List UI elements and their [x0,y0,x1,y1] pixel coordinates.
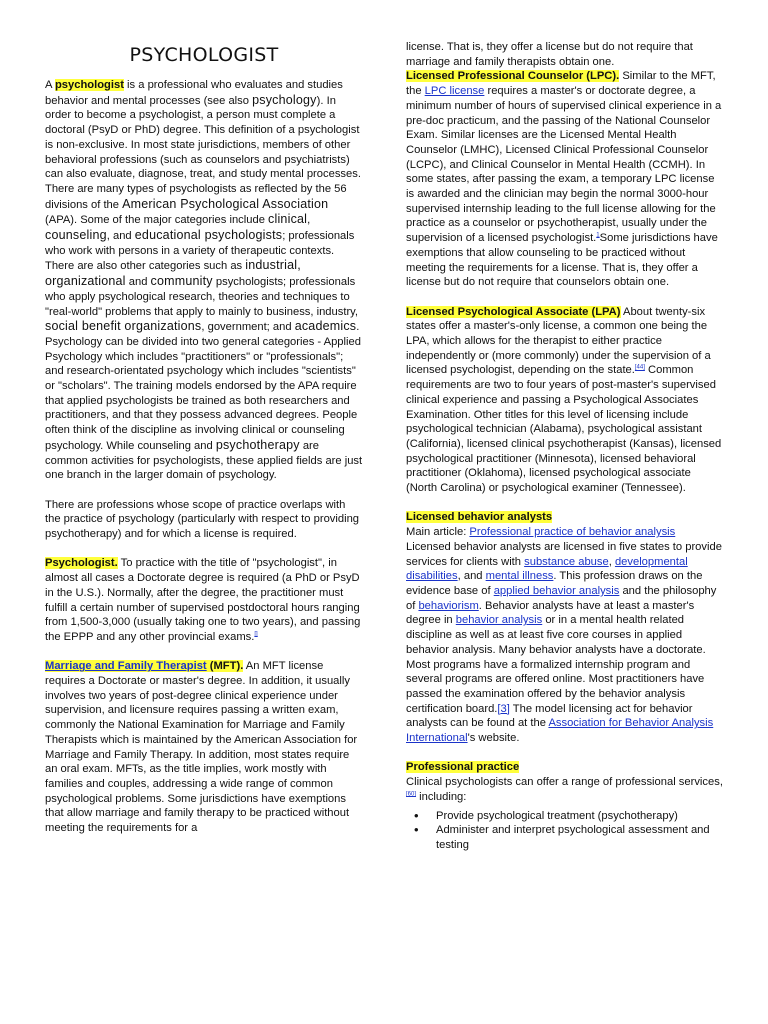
page-title: PSYCHOLOGIST [129,44,279,66]
text: Clinical psychologists can offer a range of professional services, [406,776,723,789]
citation-link[interactable]: [3] [497,702,510,715]
text: , government; and [201,321,295,334]
text: Main article: [406,526,470,539]
lpc-label: Licensed Professional Counselor (LPC). [406,70,620,83]
text: , and [106,230,135,243]
text: and [125,276,151,289]
overlap-paragraph: There are professions whose scope of practice overlaps with the practice of psychology (particularly with respect to providing psychotherapy) and for which a license is required. [45,498,360,541]
text: are common activities for psychologists, these applied fields are just one branch in the larger domain of psychology. [45,439,363,482]
apa-term: American Psychological Association [122,196,329,211]
mental-illness-link[interactable]: mental illness [485,570,554,583]
industrial-term: industrial, organizational [45,258,301,289]
mft-paragraph [45,659,363,835]
behavior-analysis-link[interactable]: behavior analysis [455,614,543,627]
citation-link[interactable]: [44] [634,364,645,371]
text: and the philosophy of [406,584,717,612]
psychotherapy-term: psychotherapy [215,437,300,452]
text: A [45,79,55,91]
text: An MFT license requires a Doctorate or master's degree. In addition, it usually involves two years of post-degree clinical experience under supervision, and licensure requires passing a written exam, commonly the National Examination for Marriage and Family Therapists which is maintained by the American Association for Marriage and Family Therapy. In addition, most states require an oral exam. MFTs, as the title implies, work mostly with families and couples, addressing a wide range of common psychological problems. Some jurisdictions have exemptions that allow marriage and family therapy to be practiced without meeting the requirements for a [45,660,358,835]
clinical-term: clinical [268,212,308,227]
lpa-label: Licensed Psychological Associate (LPA) [406,305,621,318]
text: 's website. [467,732,520,745]
text: is a professional who evaluates and studies behavior and mental processes (see also [45,79,343,107]
psychologist-paragraph [45,556,363,644]
mft-link[interactable]: Marriage and Family Therapist [45,660,207,673]
social-term: social benefit organizations [45,319,202,334]
applied-behavior-analysis-link[interactable]: applied behavior analysis [493,584,620,597]
counseling-term: counseling [45,228,107,243]
text: ; professionals who work with persons in a variety of therapeutic contexts. There are also other categories such as [45,230,355,273]
citation-link[interactable]: [60] [406,791,417,798]
substance-abuse-link[interactable]: substance abuse [524,555,609,568]
citation-link[interactable]: 1 [596,232,600,239]
community-term: community [150,274,213,289]
services-list [406,809,724,853]
text: ). In order to become a psychologist, a person must complete a doctoral (PsyD or PhD) degree. This definition of a psychologist is non-exclusive. In most state jurisdictions, members of other behavioral professions (such as counselors and psychiatrists) can also evaluate, diagnose, treat, and study mental processes. There are many types of psychologists as reflected by the 56 divisions of the [45,94,361,211]
educational-term: educational psychologists [134,228,283,243]
text: , and [457,570,486,583]
text: including: [416,790,467,803]
intro-paragraph [45,78,363,483]
academics-term: academics [294,319,357,334]
text: About twenty-six states offer a master's-only license, a common one being the LPA, which allows for the therapist to either practice independently or (more commonly) under the supervision of a licensed psychologist, depending on the state. [406,305,711,377]
text: Similar to the MFT, the [406,70,716,98]
text: , [307,214,311,227]
text: (APA). Some of the major categories include [45,214,269,227]
list-item: • Administer and interpret psychological assessment and testing [436,823,724,852]
pp-paragraph [406,775,724,804]
abai-link[interactable]: Association for Behavior Analysis International [406,717,714,745]
text: . Behavior analysts have at least a master's degree in [406,599,695,627]
text: , [608,555,615,568]
pp-label: Professional practice [406,761,520,774]
text: . This profession draws on the evidence base of [406,570,703,597]
text: psychologists; professionals who apply psychological research, theories and techniques to "real-world" problems that apply to mainly to business, industry, [45,276,359,318]
continuation-paragraph: license. That is, they offer a license but do not require that marriage and family therapists obtain one. [406,41,693,68]
left-column [45,0,363,836]
behaviorism-link[interactable]: behaviorism [418,599,479,612]
text: Common requirements are two to four years of post-master's supervised clinical experience and passing a Psychological Associates Examination. Other titles for this level of licensing include psychological technician (Alabama), psychological assistant (California), licensed clinical psychotherapist (Kansas), licensed psychological practitioner (Minnesota), licensed behavioral practitioner (Oklahoma), licensed psychological associate (North Carolina) or psychological examiner (Tennessee). [406,364,722,495]
lba-label: Licensed behavior analysts [406,511,553,524]
text: The model licensing act for behavior analysts can be found at the [406,702,693,730]
text: Some jurisdictions have exemptions that allow counseling to be practiced without meeting the requirements for a license. That is, they offer a license but do not require that counselors obtain one. [406,232,718,289]
main-article-link[interactable]: Professional practice of behavior analysis [469,526,676,539]
right-column [406,0,724,853]
lpc-paragraph [406,69,724,290]
psychologist-label: Psychologist. [45,557,118,570]
pp-heading [406,760,724,775]
text: Licensed behavior analysts are licensed in five states to provide services for clients with [406,540,722,568]
text: To practice with the title of "psychologist", in almost all cases a Doctorate degree is required (a PhD or PsyD in the U.S.). Normally, after the degree, the practitioner must fulfill a certain number of supervised postdoctoral hours ranging from 1,500-3,000 (usually taking one to two years), and passing the EPPP and any other provincial exams. [45,557,361,643]
lpa-paragraph [406,305,724,496]
mft-label: (MFT). [206,660,244,673]
lba-paragraph [406,540,724,746]
psychologist-highlight: psychologist [54,79,124,91]
lpc-license-link[interactable]: LPC license [424,85,485,98]
text: requires a master's or doctorate degree, a minimum number of hours of supervised clinical experience in a pre-doc practicum, and the passing of the National Counselor Exam. Similar licenses are the Licensed Mental Health Counselor (LMHC), Licensed Clinical Professional Counselor (LCPC), and Clinical Counselor in Mental Health (CCMH). In some states, after passing the exam, a temporary LPC license is awarded and the clinician may begin the normal 3000-hour supervised internship leading to the full license allowing for the practice as a counselor or psychotherapist, usually under the supervision of a licensed psychologist. [406,85,722,245]
list-item: • Provide psychological treatment (psychotherapy) [436,809,724,824]
developmental-disabilities-link[interactable]: developmental disabilities [406,555,688,583]
text: or in a mental health related discipline as well as at least five core courses in applied behavior analysis. Many behavior analysts have a doctorate. Most programs have a formalized internship program and several programs are offered online. Most practitioners have passed the examination offered by the behavior analysis certification board. [406,614,706,715]
text: . Psychology can be divided into two general categories - Applied Psychology which includes "practitioners" or "professionals"; and research-orientated psychology which includes "scientists" or "scholars". The training models endorsed by the APA require that applied psychologists be trained as both researchers and practitioners, and that they possess advanced degrees. People often think of the discipline as involving clinical or counseling psychology. While counseling and [45,321,361,452]
lba-heading [406,510,724,525]
citation-link[interactable]: [] [254,631,258,638]
psychology-term: psychology [252,92,317,107]
main-article-line [406,525,724,540]
